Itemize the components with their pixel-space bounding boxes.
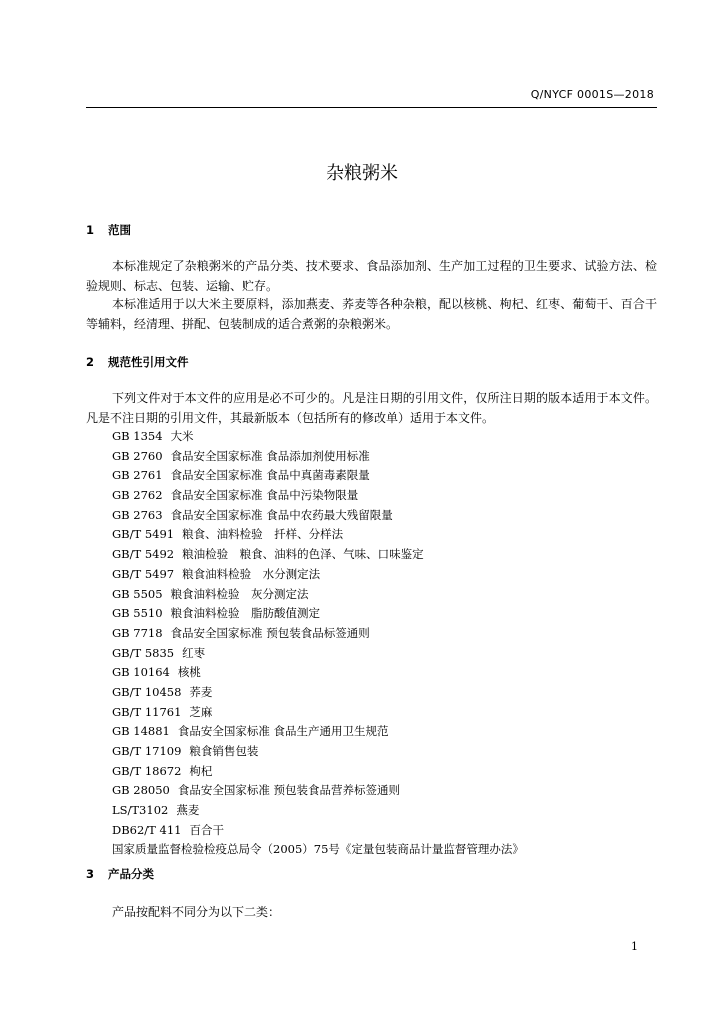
section-title: 范围 (108, 223, 131, 237)
reference-code: GB 14881 (112, 724, 170, 739)
page-number: 1 (631, 940, 638, 953)
reference-title: 食品安全国家标准 预包装食品营养标签通则 (177, 783, 401, 798)
section-number: 1 (86, 223, 95, 237)
reference-code: GB/T 17109 (112, 744, 182, 758)
reference-code: GB 7718 (112, 625, 163, 640)
standard-code: Q/NYCF 0001S—2018 (530, 88, 654, 101)
reference-code: GB 1354 (112, 429, 163, 443)
reference-title: 国家质量监督检验检疫总局令（2005）75号《定量包装商品计量监督管理办法》 (112, 842, 524, 857)
list-item (112, 722, 524, 742)
reference-code: GB 5510 (112, 606, 163, 621)
reference-code: GB 2761 (112, 468, 163, 483)
list-item (112, 624, 524, 644)
reference-title: 核桃 (177, 665, 201, 680)
list-item (112, 447, 524, 467)
reference-title: 枸杞 (189, 763, 213, 778)
reference-title: 粮食油料检验 脂肪酸值测定 (170, 606, 321, 621)
section-heading-classification (86, 866, 154, 882)
reference-code: GB/T 5492 (112, 547, 175, 562)
list-item (112, 663, 524, 683)
reference-title: 红枣 (182, 645, 206, 660)
section-heading-references (86, 354, 189, 370)
reference-title: 粮食、油料检验 扦样、分样法 (182, 527, 344, 542)
reference-code: GB 2762 (112, 488, 163, 503)
list-item (112, 427, 524, 447)
reference-code: LS/T3102 (112, 803, 169, 818)
scope-paragraph-2: 本标准适用于以大米主要原料，添加燕麦、荞麦等各种杂粮，配以核桃、枸杞、红枣、葡萄干、百合干等辅料，经清理、拼配、包装制成的适合煮粥的杂粮粥米。 (86, 297, 657, 331)
list-item (112, 683, 524, 703)
reference-title: 食品安全国家标准 食品中污染物限量 (170, 488, 359, 503)
list-item (112, 466, 524, 486)
reference-title: 粮食油料检验 水分测定法 (182, 566, 321, 581)
section-title: 产品分类 (108, 867, 154, 881)
list-item (112, 762, 524, 782)
reference-title: 食品安全国家标准 预包装食品标签通则 (170, 625, 370, 640)
section-number: 3 (86, 867, 95, 881)
reference-list (112, 427, 524, 860)
list-item (112, 585, 524, 605)
reference-code: GB/T 5835 (112, 645, 175, 660)
reference-code: GB/T 5497 (112, 566, 175, 581)
reference-title: 燕麦 (176, 803, 200, 818)
reference-code: GB 2763 (112, 507, 163, 522)
list-item (112, 781, 524, 801)
reference-code: GB/T 5491 (112, 527, 175, 542)
reference-title: 荞麦 (189, 684, 213, 699)
list-item (112, 565, 524, 585)
reference-title: 百合干 (189, 822, 224, 837)
list-item (112, 486, 524, 506)
section-number: 2 (86, 355, 95, 369)
reference-code: GB/T 10458 (112, 684, 182, 699)
list-item (112, 840, 524, 860)
reference-code: GB/T 18672 (112, 763, 182, 778)
reference-code: GB 10164 (112, 665, 170, 680)
reference-title: 大米 (170, 429, 194, 443)
list-item (112, 742, 524, 762)
classification-intro: 产品按配料不同分为以下二类： (112, 905, 281, 919)
list-item (112, 525, 524, 545)
section-title: 规范性引用文件 (108, 355, 189, 369)
reference-code: GB/T 11761 (112, 704, 182, 719)
header-rule (86, 107, 657, 108)
reference-title: 芝麻 (189, 704, 213, 719)
references-intro: 下列文件对于本文件的应用是必不可少的。凡是注日期的引用文件，仅所注日期的版本适用于本文件。凡是不注日期的引用文件，其最新版本（包括所有的修改单）适用于本文件。 (86, 391, 657, 425)
document-title: 杂粮粥米 (326, 163, 398, 184)
reference-code: GB 28050 (112, 783, 170, 798)
reference-title: 食品安全国家标准 食品中农药最大残留限量 (170, 507, 393, 522)
reference-code: GB 5505 (112, 586, 163, 601)
reference-code: DB62/T 411 (112, 822, 182, 837)
list-item (112, 604, 524, 624)
scope-paragraph-1: 本标准规定了杂粮粥米的产品分类、技术要求、食品添加剂、生产加工过程的卫生要求、试验方法、检验规则、标志、包装、运输、贮存。 (86, 259, 657, 293)
reference-title: 粮油检验 粮食、油料的色泽、气味、口味鉴定 (182, 547, 424, 562)
list-item (112, 506, 524, 526)
reference-title: 食品安全国家标准 食品生产通用卫生规范 (177, 724, 389, 739)
list-item (112, 821, 524, 841)
reference-title: 食品安全国家标准 食品中真菌毒素限量 (170, 468, 370, 483)
list-item (112, 801, 524, 821)
list-item (112, 703, 524, 723)
reference-code: GB 2760 (112, 448, 163, 463)
list-item (112, 545, 524, 565)
reference-title: 粮食油料检验 灰分测定法 (170, 586, 309, 601)
section-heading-scope (86, 222, 131, 238)
reference-title: 食品安全国家标准 食品添加剂使用标准 (170, 448, 370, 463)
list-item (112, 644, 524, 664)
reference-title: 粮食销售包装 (189, 744, 259, 758)
